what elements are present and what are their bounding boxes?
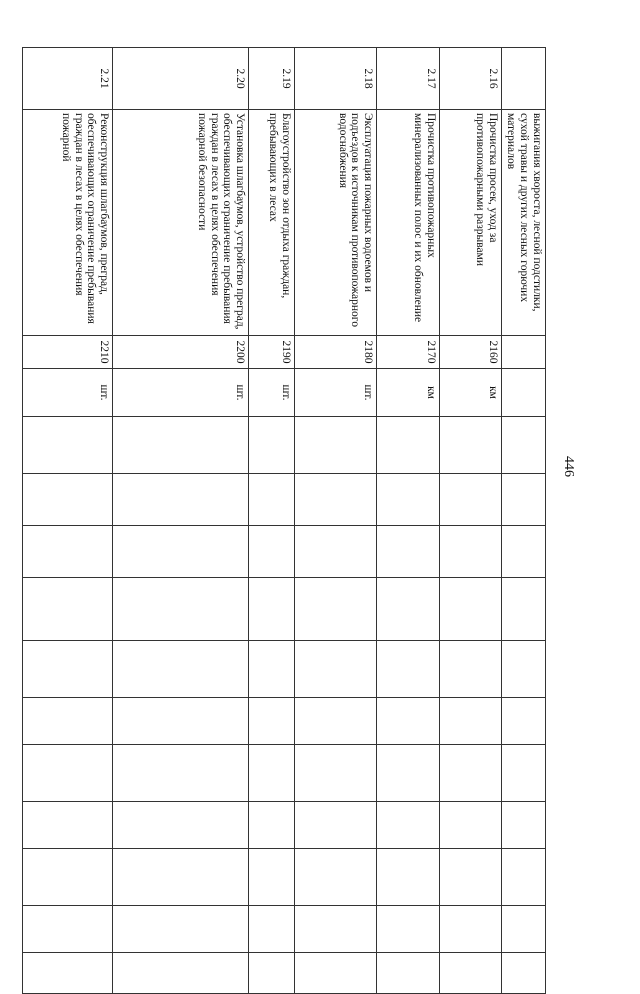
table-cell — [23, 526, 113, 578]
row-unit: шт. — [295, 369, 377, 417]
table-cell — [249, 906, 295, 953]
row-unit: км — [377, 369, 440, 417]
table-cell — [113, 641, 249, 698]
table-row — [295, 48, 377, 994]
report-table — [22, 47, 546, 994]
table-cell — [440, 578, 502, 641]
table-cell — [113, 526, 249, 578]
table-cell — [249, 641, 295, 698]
table-cell — [440, 526, 502, 578]
table-cell — [502, 849, 546, 906]
row-code: 2190 — [249, 336, 295, 369]
table-cell — [23, 417, 113, 474]
row-code: 2160 — [440, 336, 502, 369]
row-code — [502, 336, 546, 369]
table-cell — [502, 578, 546, 641]
table-cell — [377, 953, 440, 994]
table-row — [377, 48, 440, 994]
table-cell — [23, 474, 113, 526]
table-cell — [502, 953, 546, 994]
table-cell — [440, 849, 502, 906]
row-code: 2200 — [113, 336, 249, 369]
table-cell — [295, 802, 377, 849]
table-cell — [377, 417, 440, 474]
table-row — [113, 48, 249, 994]
table-cell — [249, 802, 295, 849]
table-row — [502, 48, 546, 994]
row-name: Прочистка просек, уход за противопожарными разрывами — [440, 110, 502, 336]
row-number: 2.19 — [249, 48, 295, 110]
row-code: 2170 — [377, 336, 440, 369]
table-cell — [249, 417, 295, 474]
page-number: 446 — [561, 456, 576, 477]
row-name: Реконструкция шлагбаумов, преград, обеспечивающих ограничение пребывания граждан в лесах в целях обеспечения пожарной — [23, 110, 113, 336]
table-cell — [23, 953, 113, 994]
table-cell — [113, 906, 249, 953]
table-cell — [377, 641, 440, 698]
table-row — [23, 48, 113, 994]
table-cell — [377, 526, 440, 578]
table-cell — [440, 417, 502, 474]
table-cell — [502, 417, 546, 474]
row-name: Эксплуатация пожарных водоемов и подъездов к источникам противопожарного водоснабжения — [295, 110, 377, 336]
table-cell — [377, 474, 440, 526]
table-cell — [502, 474, 546, 526]
table-cell — [377, 745, 440, 802]
table-cell — [23, 745, 113, 802]
table-row — [440, 48, 502, 994]
table-cell — [113, 474, 249, 526]
table-cell — [295, 474, 377, 526]
table-cell — [23, 578, 113, 641]
row-unit: км — [440, 369, 502, 417]
table-cell — [295, 417, 377, 474]
table-cell — [113, 802, 249, 849]
table-cell — [249, 526, 295, 578]
table-cell — [377, 906, 440, 953]
table-cell — [377, 802, 440, 849]
table-cell — [295, 578, 377, 641]
table-cell — [295, 698, 377, 745]
row-number: 2.16 — [440, 48, 502, 110]
table-cell — [377, 578, 440, 641]
table-cell — [23, 698, 113, 745]
table-cell — [377, 698, 440, 745]
table-cell — [113, 953, 249, 994]
table-cell — [377, 849, 440, 906]
row-code: 2180 — [295, 336, 377, 369]
table-cell — [440, 641, 502, 698]
table-cell — [440, 474, 502, 526]
row-name: Установка шлагбаумов, устройство преград, обеспечивающих ограничение пребывания граждан в лесах в целях обеспечения пожарной безопасности — [113, 110, 249, 336]
table-row — [249, 48, 295, 994]
table-cell — [295, 953, 377, 994]
table-cell — [502, 802, 546, 849]
table-cell — [502, 641, 546, 698]
row-name: Благоустройство зон отдыха граждан, пребывающих в лесах — [249, 110, 295, 336]
table-cell — [249, 578, 295, 641]
table-cell — [23, 906, 113, 953]
table-cell — [23, 641, 113, 698]
table-cell — [249, 849, 295, 906]
row-number: 2.21 — [23, 48, 113, 110]
table-cell — [440, 802, 502, 849]
rotated-table-container — [39, 47, 546, 893]
table-cell — [440, 745, 502, 802]
table-cell — [249, 745, 295, 802]
row-unit: шт. — [23, 369, 113, 417]
row-number: 2.18 — [295, 48, 377, 110]
table-cell — [113, 698, 249, 745]
row-unit: шт. — [113, 369, 249, 417]
table-cell — [295, 641, 377, 698]
table-cell — [295, 906, 377, 953]
table-cell — [295, 526, 377, 578]
row-name: Прочистка противопожарных минерализованных полос и их обновление — [377, 110, 440, 336]
row-number — [502, 48, 546, 110]
table-cell — [502, 745, 546, 802]
table-cell — [113, 849, 249, 906]
row-name: выжигания хвороста, лесной подстилки, сухой травы и других лесных горючих материалов — [502, 110, 546, 336]
table-cell — [502, 526, 546, 578]
table-cell — [249, 474, 295, 526]
table-cell — [113, 417, 249, 474]
table-cell — [502, 698, 546, 745]
table-cell — [113, 745, 249, 802]
table-cell — [440, 698, 502, 745]
table-cell — [23, 802, 113, 849]
row-code: 2210 — [23, 336, 113, 369]
table-cell — [113, 578, 249, 641]
table-cell — [295, 745, 377, 802]
row-unit — [502, 369, 546, 417]
table-cell — [249, 953, 295, 994]
row-number: 2.20 — [113, 48, 249, 110]
row-number: 2.17 — [377, 48, 440, 110]
table-cell — [23, 849, 113, 906]
table-cell — [440, 953, 502, 994]
table-cell — [502, 906, 546, 953]
table-cell — [295, 849, 377, 906]
row-unit: шт. — [249, 369, 295, 417]
table-cell — [440, 906, 502, 953]
table-cell — [249, 698, 295, 745]
